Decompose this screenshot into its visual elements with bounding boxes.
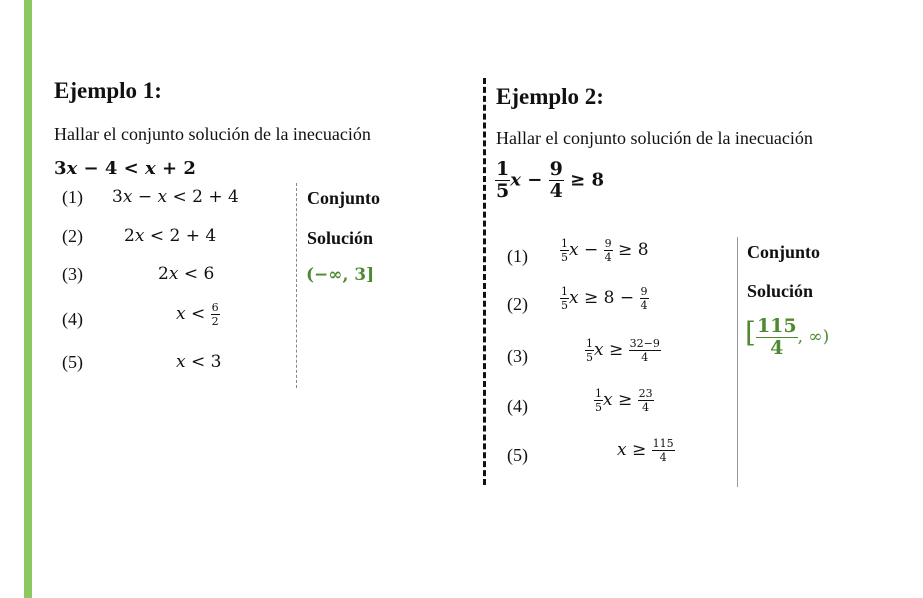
example2-step-expression: $\frac{1}{5}$ x − $\frac{9}{4}$ ≥ 8 xyxy=(561,237,649,264)
example1-step-number: (1) xyxy=(62,187,83,207)
example1-solution-label-line1: Conjunto xyxy=(307,188,381,208)
example2-step-expression: $\frac{1}{5}$ x ≥ $\frac{23}{4}$ xyxy=(595,387,653,414)
accent-bar xyxy=(24,0,32,598)
example2-solution-label-line2: Solución xyxy=(747,281,814,301)
example2-step-number: (2) xyxy=(507,294,528,314)
example1-prompt: Hallar el conjunto solución de la inecuación xyxy=(54,124,371,144)
example1-solution-interval: (−∞, 3] xyxy=(306,265,375,285)
example1-step-expression: 3x − x < 2 + 4 xyxy=(112,187,239,207)
example2-step-number: (4) xyxy=(507,396,528,416)
example2-solution-label-line1: Conjunto xyxy=(747,242,821,262)
example2-solution-divider xyxy=(737,237,738,487)
example2-solution-interval: [ $\frac{115}{4}$ , ∞) xyxy=(745,315,830,359)
example1-step-expression: x < $\frac{6}{2}$ xyxy=(176,301,219,328)
example1-step-number: (5) xyxy=(62,352,83,372)
example1-step-number: (3) xyxy=(62,264,83,284)
example1-step-number: (2) xyxy=(62,226,83,246)
example2-step-number: (3) xyxy=(507,346,528,366)
example1-title: Ejemplo 1: xyxy=(54,78,162,103)
example2-step-number: (1) xyxy=(507,246,528,266)
example2-step-expression: x ≥ $\frac{115}{4}$ xyxy=(617,437,674,464)
example1-step-expression: 2x < 6 xyxy=(158,264,215,284)
example1-step-expression: x < 3 xyxy=(176,352,222,372)
example1-solution-label-line2: Solución xyxy=(307,228,374,248)
example2-step-number: (5) xyxy=(507,445,528,465)
example1-divider xyxy=(296,183,297,388)
example1-inequality: 3x − 4 < x + 2 xyxy=(54,158,196,179)
example2-divider xyxy=(483,78,486,485)
example1-step-expression: 2x < 2 + 4 xyxy=(124,226,217,246)
example1-step-number: (4) xyxy=(62,309,83,329)
example2-step-expression: $\frac{1}{5}$ x ≥ $\frac{32-9}{4}$ xyxy=(586,337,660,364)
example2-prompt: Hallar el conjunto solución de la inecuación xyxy=(496,128,813,148)
example2-step-expression: $\frac{1}{5}$ x ≥ 8 − $\frac{9}{4}$ xyxy=(561,285,648,312)
example2-title: Ejemplo 2: xyxy=(496,84,604,109)
example2-inequality: $\frac{1}{5}$ x − $\frac{9}{4}$ ≥ 8 xyxy=(496,158,604,202)
